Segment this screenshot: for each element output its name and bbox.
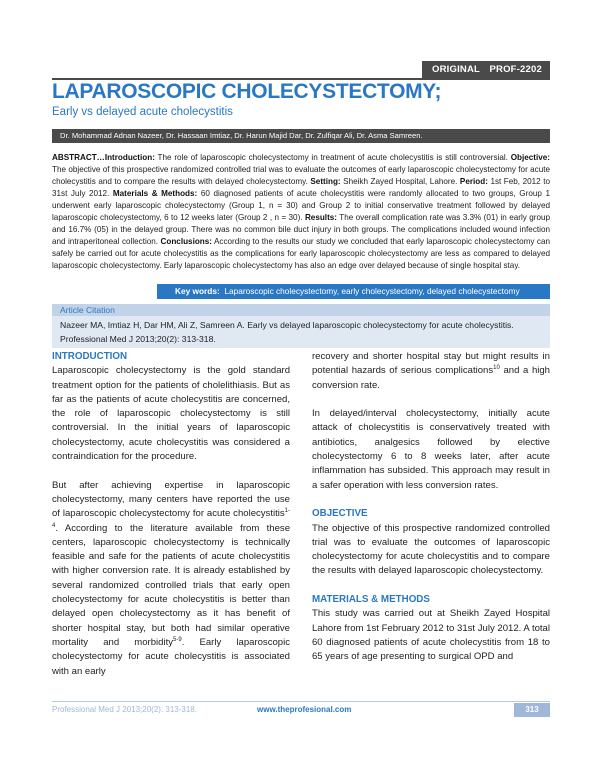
footer-rule [52,701,550,702]
abstract-results: The overall complication rate was 3.3% (01) in early group and 16.7% (05) in the delayed group. There was no common bile duct injury in both groups. The complications included wound infection and intraperitoneal collection. [52,213,550,247]
keywords-label: Key words: [175,286,220,296]
footer-journal-citation: Professional Med J 2013;20(2): 313-318. [52,705,197,714]
intro-paragraph-2 [52,479,290,679]
footer-website-link[interactable]: www.theprofesional.com [257,705,352,714]
abstract-objective-label: Objective: [510,153,550,162]
intro-paragraph-2-part-a: But after achieving expertise in laparoscopic cholecystectomy, many centers have reported the use of laparoscopic cholecystectomy for acute cholecystitis [52,479,290,520]
abstract [52,152,550,282]
methods-heading: MATERIALS & METHODS [312,594,430,606]
badge-original: ORIGINAL [432,64,481,75]
reference-superscript: 10 [493,365,500,372]
article-citation-box [52,304,550,348]
objective-paragraph: The objective of this prospective randomized controlled trial was to evaluate the outcomes of laparoscopic cholecystectomy for acute cholecystitis and to compare the results with delayed laparoscopic cholecystectomy. [312,522,550,577]
abstract-conclusions: According to the results our study we concluded that early laparoscopic cholecystectomy can safely be carried out for acute cholecystitis as the complications for early laparoscopic cholecystectomy are less as compared to delayed laparoscopic cholecystectomy. Early laparoscopic cholecystectomy has also an edge over delayed because of single hospital stay. [52,237,550,271]
abstract-lead: ABSTRACT… [52,153,105,162]
abstract-period-label: Period: [459,177,488,187]
article-type-badge [422,61,550,78]
methods-paragraph: This study was carried out at Sheikh Zayed Hospital Lahore from 1st February 2012 to 31st July 2012. A total 60 diagnosed patients of acute cholecystitis from 18 to 65 years of age presenting to surgical OPD and [312,608,550,663]
abstract-intro-label: Introduction: [104,153,155,162]
abstract-objective: The objective of this prospective randomized controlled trial was to evaluate the outcomes of early laparoscopic cholecystectomy for acute cholecystitis and to compare the results with delayed cholecystectomy. [52,165,550,187]
abstract-methods-label: Materials & Methods: [112,189,198,199]
objective-heading: OBJECTIVE [312,508,368,520]
introduction-heading: INTRODUCTION [52,351,128,362]
abstract-period: 1st Feb, 2012 to 31st July 2012. [52,177,550,199]
reference-superscript: 5-9 [173,636,182,643]
intro-paragraph-3-part-b: and a high conversion rate. [312,365,550,391]
page-number: 313 [514,703,550,717]
abstract-setting: Sheikh Zayed Hospital, Lahore. [340,177,460,187]
page-footer [52,703,550,717]
keywords-bar [157,284,550,299]
intro-paragraph-3-part-a: recovery and shorter hospital stay but might results in potential hazards of serious complications [312,351,550,377]
article-title: LAPAROSCOPIC CHOLECYSTECTOMY; [52,80,442,103]
citation-heading: Article Citation [52,304,550,316]
abstract-setting-label: Setting: [310,177,341,187]
abstract-conclusions-label: Conclusions: [160,237,212,247]
abstract-intro: The role of laparoscopic cholecystectomy in treatment of acute cholecystitis is still controversial. [154,153,511,162]
keywords-text: Laparoscopic cholecystectomy, early cholecystectomy, delayed cholecystectomy [224,286,520,296]
abstract-results-label: Results: [304,213,337,223]
intro-paragraph-3 [312,350,550,393]
citation-text: Nazeer MA, Imtiaz H, Dar HM, Ali Z, Samreen A. Early vs delayed laparoscopic cholecystectomy for acute cholecystitis. Professional Med J 2013;20(2): 313-318. [60,320,514,344]
left-column [52,350,290,693]
badge-article-id: PROF-2202 [489,64,542,75]
abstract-methods: 60 diagnosed patients of acute cholecystitis were randomly allocated to two groups, Group 1 underwent early laparoscopic cholecystectomy (Group 1, n = 30) and Group 2 to initial conservative treatment followed by delayed laparoscopic cholecystectomy, 6 to 12 weeks later (Group 2 , n = 30). [52,189,550,223]
author-bar: Dr. Mohammad Adnan Nazeer, Dr. Hassaan Imtiaz, Dr. Harun Majid Dar, Dr. Zulfiqar Ali, Dr. Asma Samreen. [52,129,550,143]
intro-paragraph-4: In delayed/interval cholecystectomy, initially acute attack of cholecystitis is conservatively treated with antibiotics, analgesics followed by elective cholecystectomy 6 to 8 weeks later, after acute inflammation has subsided. This approach may result in a safer operation with less conversion rates. [312,408,550,491]
intro-paragraph-2-part-c: . Early laparoscopic cholecystectomy for acute cholecystitis is associated with an early [52,636,290,677]
intro-paragraph-1: Laparoscopic cholecystectomy is the gold standard treatment option for the patients of cholelithiasis. But as far as the patients of acute cholecystitis are concerned, the role of laparoscopic cholecystectomy is still controversial. In the initial years of laparoscopic cholecystectomy, acute cholecystitis was considered a contraindication for the procedure. [52,365,290,463]
right-column [312,350,550,679]
article-subtitle: Early vs delayed acute cholecystitis [52,106,233,118]
intro-paragraph-2-part-b: . According to the literature available from these centers, laparoscopic cholecystectomy is technically feasible and safe for the patients of acute cholecystitis with higher conversion rate. It is already established by several randomized controlled trials that early open cholecystectomy for acute cholecystitis is better than delayed open cholecystectomy as it has benefit of shorter hospital stay, but both had similar operative mortality and morbidity [52,522,290,648]
reference-superscript: 1-4 [52,508,290,529]
